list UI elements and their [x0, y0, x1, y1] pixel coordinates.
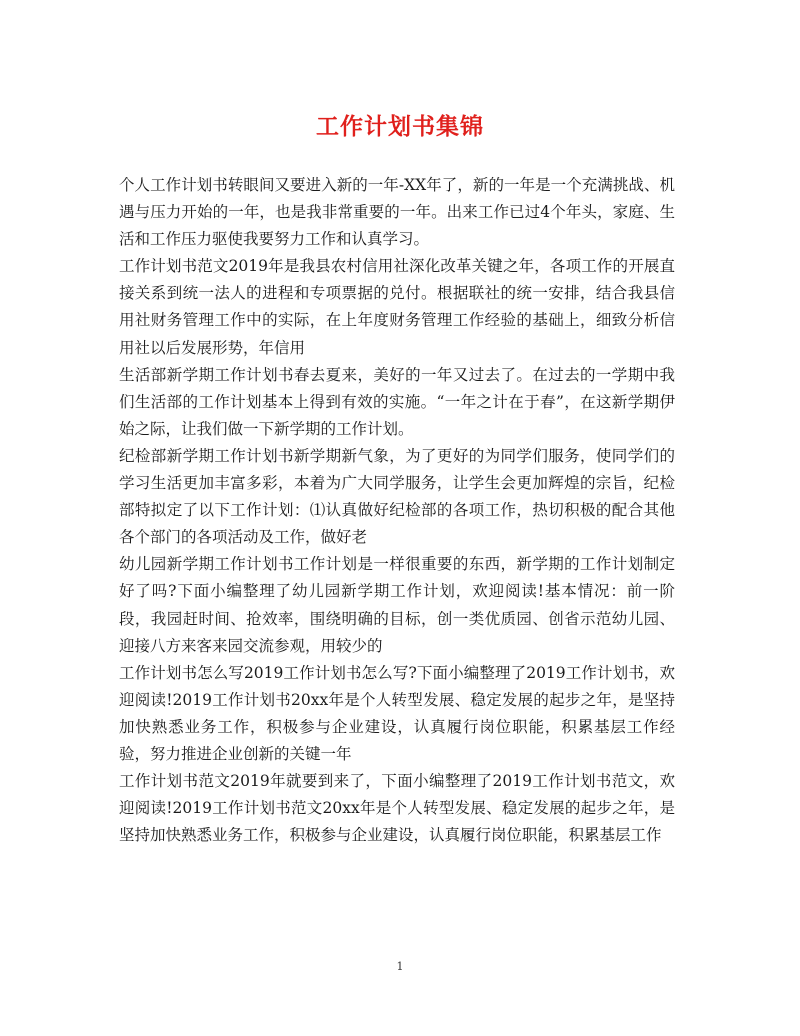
paragraph-kindergarten-plan: 幼儿园新学期工作计划书工作计划是一样很重要的东西，新学期的工作计划制定好了吗?下面小编整理了幼儿园新学期工作计划，欢迎阅读!基本情况：前一阶段，我园赶时间、抢效率，围绕明确的目标，创一类优质园、创省示范幼儿园、迎接八方来客来园交流参观，用较少的 [119, 555, 675, 655]
page-number: 1 [396, 960, 404, 973]
paragraph-plan-sample: 工作计划书范文2019年就要到来了，下面小编整理了2019工作计划书范文，欢迎阅读!2019工作计划书范文20xx年是个人转型发展、稳定发展的起步之年，是坚持加快熟悉业务工作，积极参与企业建设，认真履行岗位职能，积累基层工作 [119, 772, 675, 845]
document-body [119, 172, 675, 849]
paragraph-discipline-department-plan: 纪检部新学期工作计划书新学期新气象，为了更好的为同学们服务，使同学们的学习生活更加丰富多彩，本着为广大同学服务，让学生会更加辉煌的宗旨，纪检部特拟定了以下工作计划：⑴认真做好纪检部的各项工作，热切积极的配合其他各个部门的各项活动及工作，做好老 [119, 446, 675, 547]
paragraph-life-department-plan: 生活部新学期工作计划书春去夏来，美好的一年又过去了。在过去的一学期中我们生活部的工作计划基本上得到有效的实施。“一年之计在于春”，在这新学期伊始之际，让我们做一下新学期的工作计划。 [119, 365, 675, 438]
paragraph-personal-plan: 个人工作计划书转眼间又要进入新的一年-XX年了，新的一年是一个充满挑战、机遇与压力开始的一年，也是我非常重要的一年。出来工作已过4个年头，家庭、生活和工作压力驱使我要努力工作和认真学习。 [119, 176, 675, 249]
paragraph-credit-union-plan: 工作计划书范文2019年是我县农村信用社深化改革关键之年，各项工作的开展直接关系到统一法人的进程和专项票据的兑付。根据联社的统一安排，结合我县信用社财务管理工作中的实际，在上年度财务管理工作经验的基础上，细致分析信用社以后发展形势，年信用 [119, 257, 675, 357]
paragraph-how-to-write-plan: 工作计划书怎么写2019工作计划书怎么写?下面小编整理了2019工作计划书，欢迎阅读!2019工作计划书20xx年是个人转型发展、稳定发展的起步之年，是坚持加快熟悉业务工作，积极参与企业建设，认真履行岗位职能，积累基层工作经验，努力推进企业创新的关键一年 [119, 663, 675, 763]
document-title: 工作计划书集锦 [316, 113, 484, 140]
